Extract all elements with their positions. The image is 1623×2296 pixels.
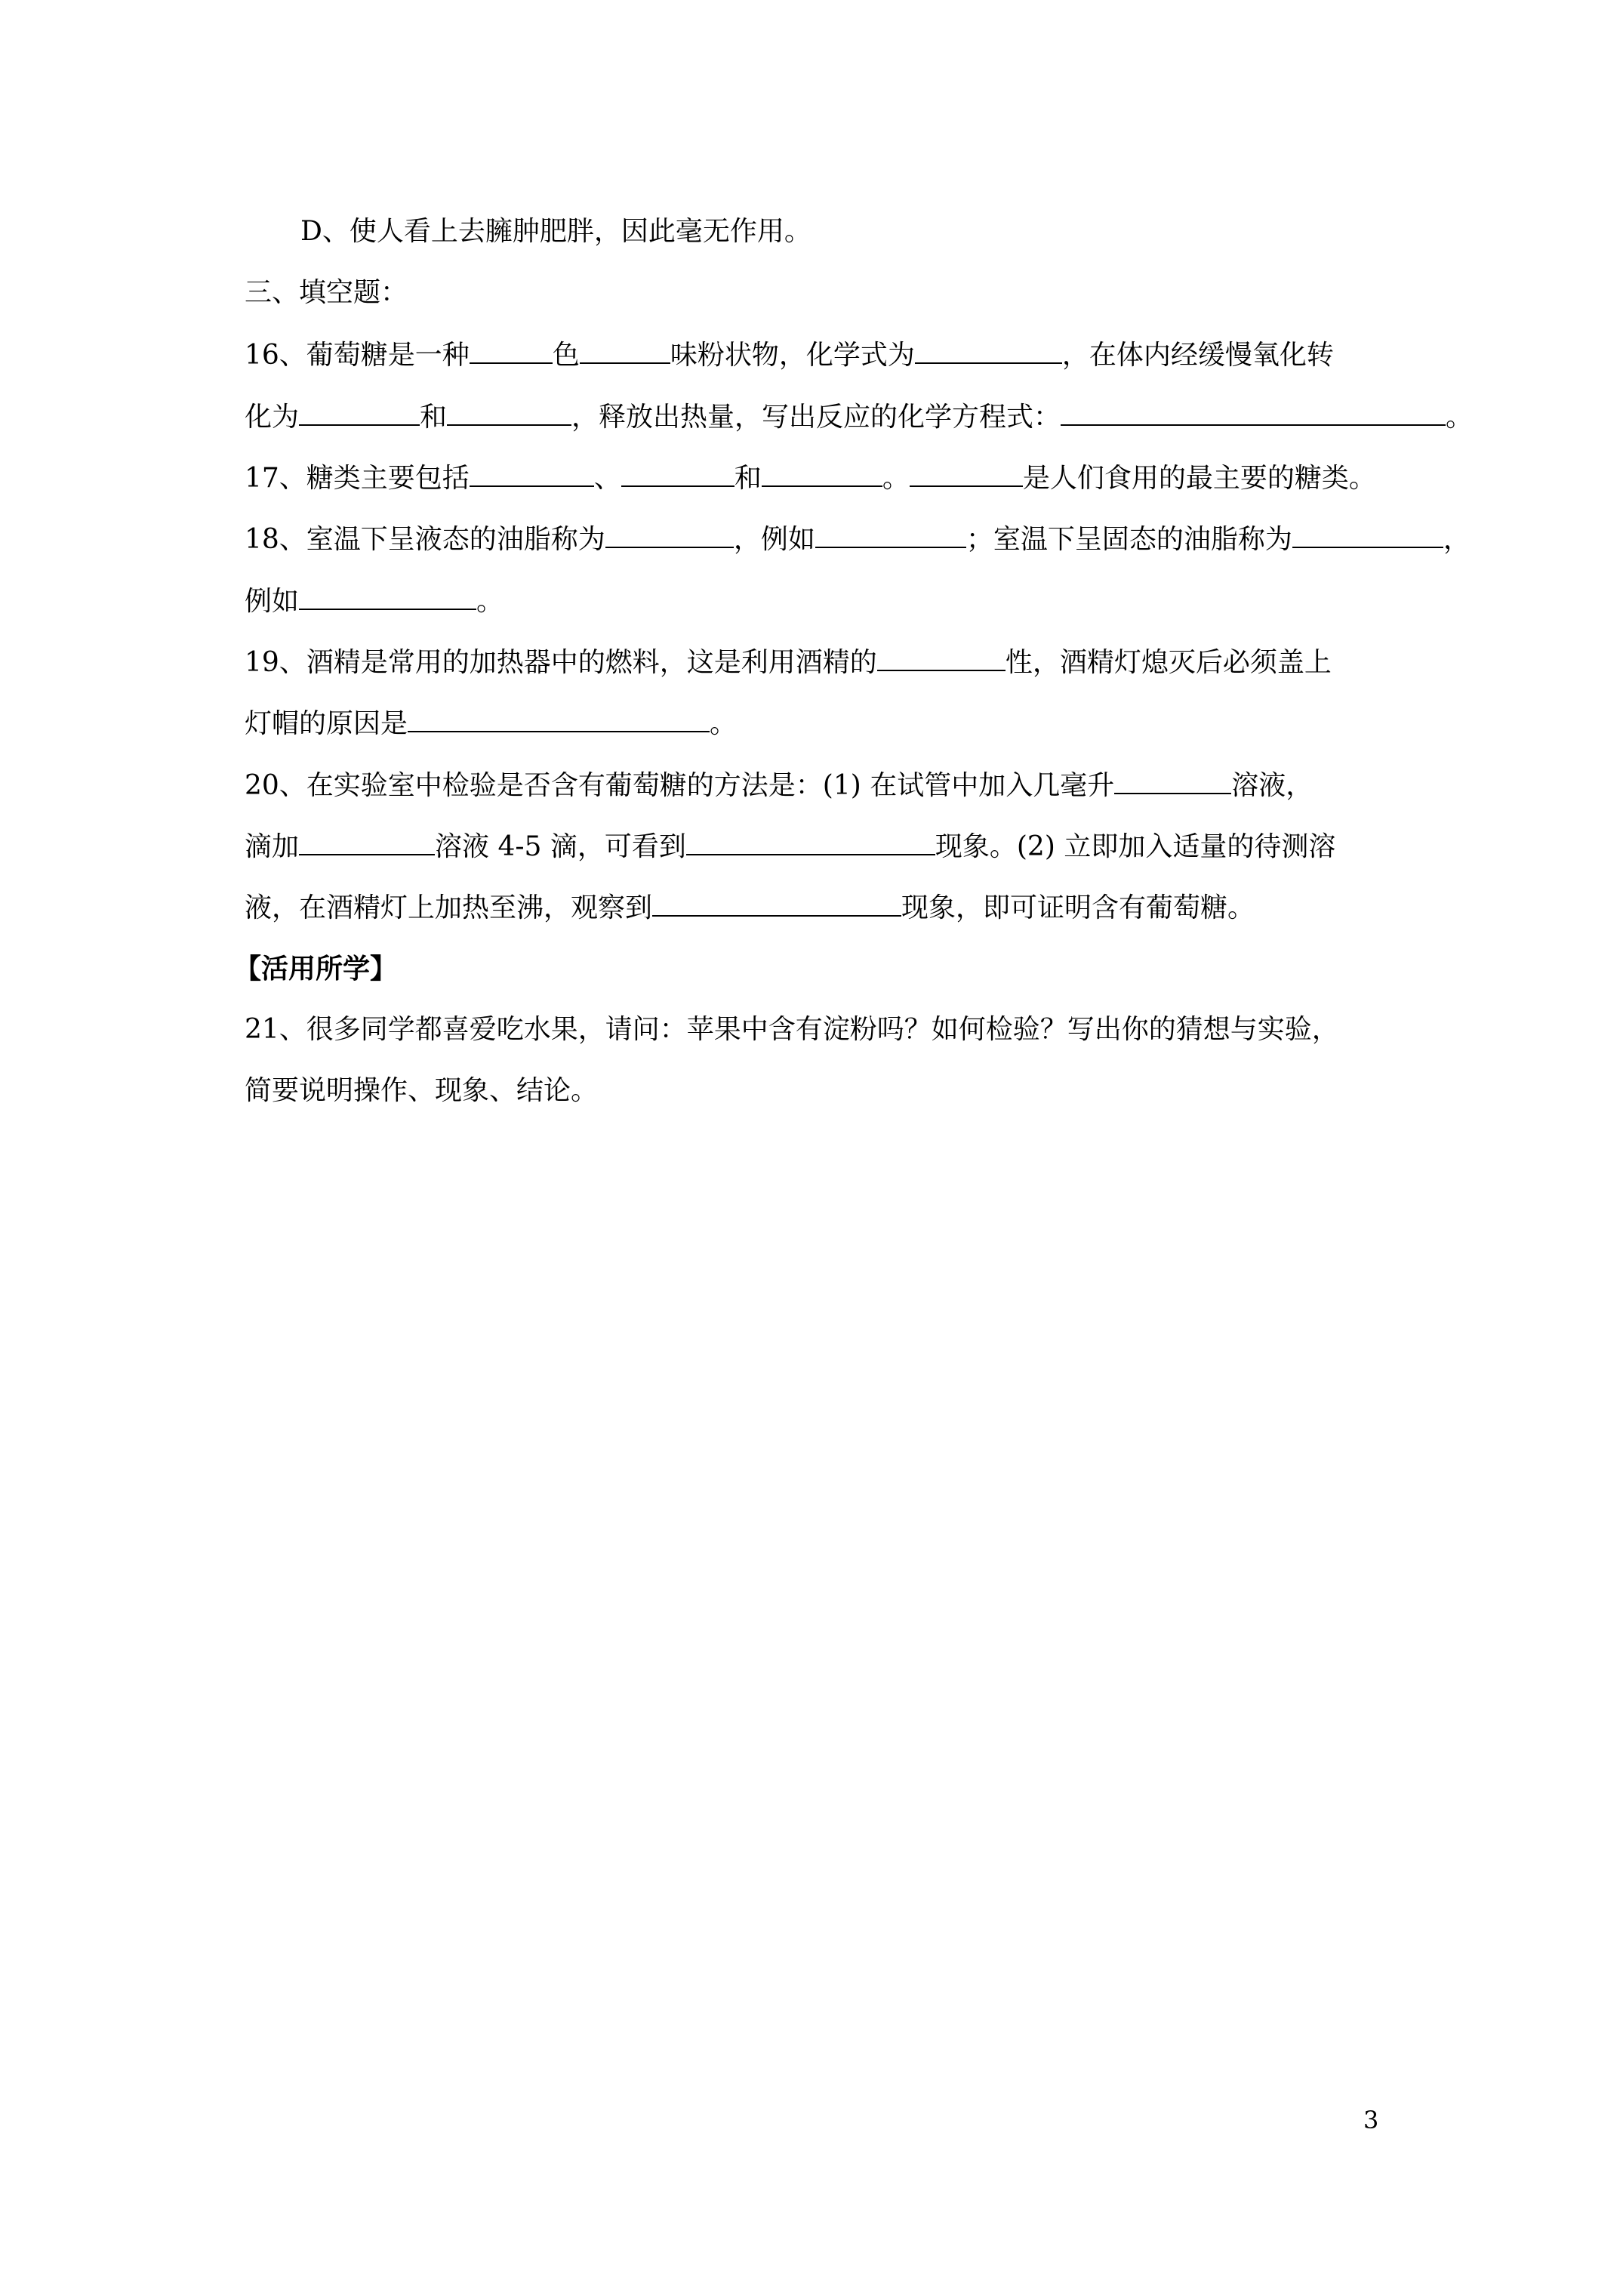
answer-blank[interactable] — [470, 337, 553, 364]
question-17 — [245, 460, 1376, 496]
apply-heading-text: 【活用所学】 — [234, 953, 398, 985]
q19-text-4: 。 — [710, 708, 738, 739]
question-21-line-1 — [245, 1012, 1339, 1047]
q20-text-4: 溶液 4-5 滴，可看到 — [435, 831, 686, 862]
q20-text-6: 液，在酒精灯上加热至沸，观察到 — [245, 892, 653, 923]
option-d-text: D、使人看上去臃肿肥胖，因此毫无作用。 — [300, 216, 812, 247]
answer-blank[interactable] — [470, 460, 594, 487]
question-18-line-1 — [245, 521, 1471, 557]
q17-text-1: 17、糖类主要包括 — [245, 463, 470, 494]
answer-blank[interactable] — [299, 399, 420, 426]
answer-blank[interactable] — [910, 460, 1023, 487]
answer-blank[interactable] — [580, 337, 670, 364]
page-number: 3 — [1363, 2106, 1379, 2134]
q16-text-6: 和 — [420, 402, 448, 433]
section-heading-text: 三、填空题： — [245, 277, 408, 308]
q18-text-3: ；室温下呈固态的油脂称为 — [965, 524, 1292, 555]
answer-blank[interactable] — [877, 644, 1006, 671]
answer-blank[interactable] — [686, 828, 935, 855]
q16-text-3: 味粉状物，化学式为 — [670, 340, 915, 371]
q16-text-8: 。 — [1446, 402, 1474, 433]
apply-knowledge-heading — [234, 951, 397, 986]
answer-blank[interactable] — [299, 828, 435, 855]
q19-text-3: 灯帽的原因是 — [245, 708, 408, 739]
q16-text-2: 色 — [552, 340, 580, 371]
q17-text-2: 、 — [593, 463, 621, 494]
q18-text-4: ， — [1443, 524, 1471, 555]
section-heading-fill-blank — [245, 276, 408, 310]
question-20-line-3 — [245, 889, 1255, 926]
question-19-line-1 — [245, 644, 1332, 680]
answer-blank[interactable] — [1292, 521, 1443, 548]
question-21-line-2 — [245, 1074, 598, 1108]
answer-blank[interactable] — [408, 705, 710, 732]
answer-blank[interactable] — [605, 521, 734, 548]
answer-blank[interactable] — [652, 889, 901, 917]
question-20-line-1 — [245, 767, 1313, 803]
answer-blank[interactable] — [299, 583, 476, 610]
q17-text-5: 是人们食用的最主要的糖类。 — [1022, 463, 1376, 494]
question-19-line-2 — [245, 705, 737, 741]
answer-blank[interactable] — [1114, 767, 1231, 794]
question-16-line-1 — [245, 337, 1334, 373]
q16-text-1: 16、葡萄糖是一种 — [245, 340, 470, 371]
q16-text-5: 化为 — [245, 402, 300, 433]
q20-text-3: 滴加 — [245, 831, 300, 862]
q21-text-2: 简要说明操作、现象、结论。 — [245, 1075, 599, 1106]
answer-blank[interactable] — [1061, 399, 1446, 426]
q21-text-1: 21、很多同学都喜爱吃水果，请问：苹果中含有淀粉吗？如何检验？写出你的猜想与实验， — [245, 1014, 1339, 1045]
q16-text-7: ，释放出热量，写出反应的化学方程式： — [571, 402, 1061, 433]
q18-text-2: ，例如 — [733, 524, 815, 555]
answer-blank[interactable] — [762, 460, 882, 487]
question-16-line-2 — [245, 399, 1473, 435]
answer-blank[interactable] — [815, 521, 966, 548]
question-20-line-2 — [245, 828, 1335, 864]
q20-text-7: 现象，即可证明含有葡萄糖。 — [901, 892, 1255, 923]
q18-text-6: 。 — [476, 586, 504, 617]
q18-text-1: 18、室温下呈液态的油脂称为 — [245, 524, 605, 555]
q20-text-5: 现象。(2) 立即加入适量的待测溶 — [935, 831, 1336, 862]
option-d — [300, 214, 812, 249]
q17-text-3: 和 — [734, 463, 762, 494]
answer-blank[interactable] — [447, 399, 571, 426]
q16-text-4: ，在体内经缓慢氧化转 — [1061, 340, 1334, 371]
q19-text-2: 性，酒精灯熄灭后必须盖上 — [1005, 647, 1332, 678]
q17-text-4: 。 — [882, 463, 910, 494]
answer-blank[interactable] — [621, 460, 735, 487]
question-18-line-2 — [245, 583, 504, 619]
q20-text-2: 溶液， — [1231, 770, 1313, 801]
q18-text-5: 例如 — [245, 586, 300, 617]
q20-text-1: 20、在实验室中检验是否含有葡萄糖的方法是：(1) 在试管中加入几毫升 — [245, 770, 1115, 801]
q19-text-1: 19、酒精是常用的加热器中的燃料，这是利用酒精的 — [245, 647, 877, 678]
answer-blank[interactable] — [915, 337, 1062, 364]
